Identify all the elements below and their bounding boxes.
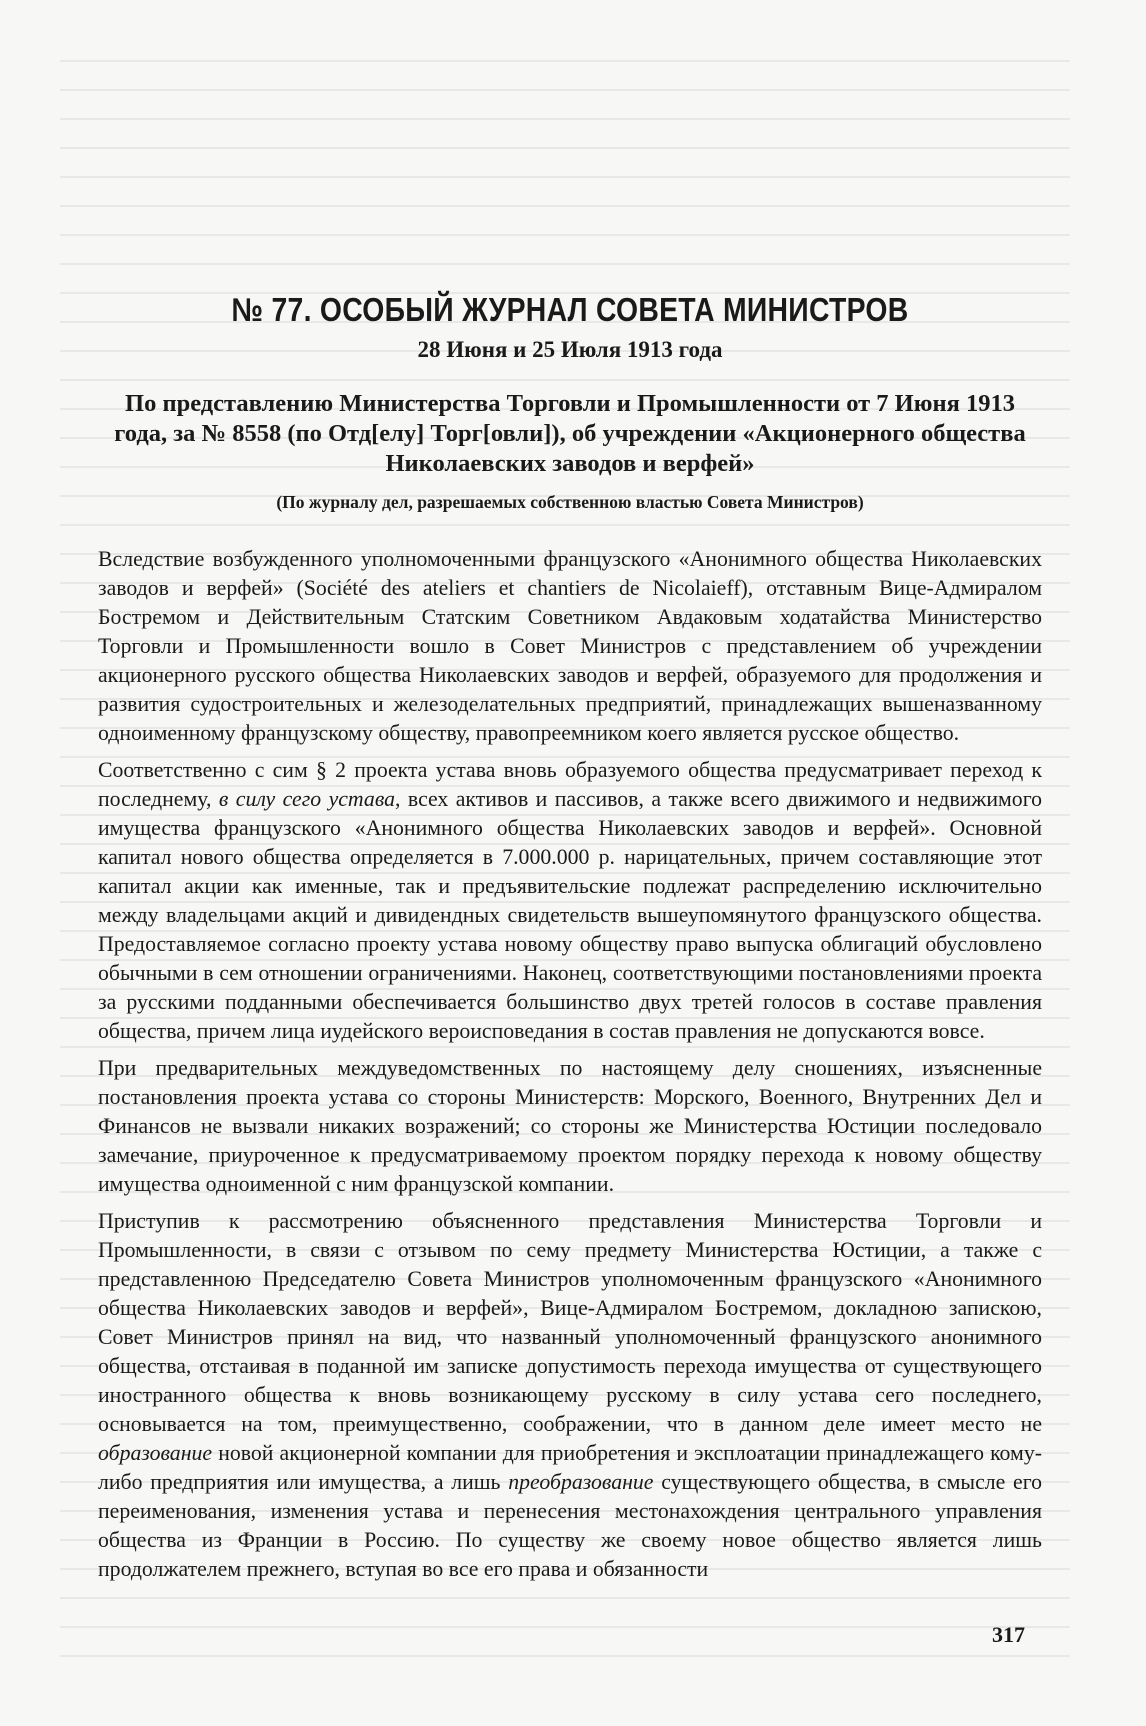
paragraph-2-text-a: Соответственно с сим § 2 проекта устава вновь образуемого общества предусматривает переход к последнему, bbox=[98, 758, 1042, 811]
paragraph-4-text-c: существующего общества, в смысле его переименования, изменения устава и перенесения местонахождения центрального управления общества из Франции в Россию. По существу же своему новое общество является лишь продолжателем прежнего, вступая во все его права и обязанности bbox=[98, 1470, 1042, 1581]
document-date: 28 Июня и 25 Июля 1913 года bbox=[417, 337, 723, 362]
body-text bbox=[98, 545, 1042, 1584]
paragraph-4-emphasis-2: преобразование bbox=[508, 1470, 654, 1494]
paragraph-4-text-b: новой акционерной компании для приобретения и эксплоатации принадлежащего кому-либо предприятия или имущества, а лишь bbox=[98, 1441, 1042, 1494]
document-number-title: № 77. ОСОБЫЙ ЖУРНАЛ СОВЕТА МИНИСТРОВ bbox=[231, 291, 909, 328]
page-number: 317 bbox=[992, 1622, 1025, 1647]
paragraph-4 bbox=[98, 1207, 1042, 1584]
paragraph-2-text-b: , всех активов и пассивов, а также всего движимого и недвижимого имущества французского «Анонимного общества Николаевских заводов и верфей». Основной капитал нового общества определяется в 7.000.000 р. нарицательных, причем составляющие этот капитал акции как именные, так и предъявительские подлежат распределению исключительно между владельцами акций и дивидендных свидетельств вышеупомянутого французского общества. Предоставляемое согласно проекту устава новому обществу право выпуска облигаций обусловлено обычными в сем отношении ограничениями. Наконец, соответствующими постановлениями проекта за русскими подданными обеспечивается большинство двух третей голосов в составе правления общества, причем лица иудейского вероисповедания в состав правления не допускаются вовсе. bbox=[98, 787, 1042, 1043]
paragraph-2 bbox=[98, 756, 1042, 1046]
document-subject: По представлению Министерства Торговли и Промышленности от 7 Июня 1913 года, за № 8558 (по Отд[елу] Торг[овли]), об учреждении «Акционерного общества Николаевских заводов и верфей» bbox=[114, 390, 1026, 477]
document-note: (По журналу дел, разрешаемых собственною властью Совета Министров) bbox=[276, 492, 864, 512]
document-content bbox=[98, 290, 1042, 1592]
paragraph-1 bbox=[98, 545, 1042, 748]
paragraph-3-text: При предварительных междуведомственных по настоящему делу сношениях, изъясненные постановления проекта устава со стороны Министерств: Морского, Военного, Внутренних Дел и Финансов не вызвали никаких возражений; со стороны же Министерства Юстиции последовало замечание, приуроченное к предусматриваемому проектом порядку перехода к новому обществу имущества одноименной с ним французской компании. bbox=[98, 1056, 1042, 1196]
paragraph-2-emphasis: в силу сего устава bbox=[218, 787, 396, 811]
paragraph-3 bbox=[98, 1054, 1042, 1199]
paragraph-4-text-a: Приступив к рассмотрению объясненного представления Министерства Торговли и Промышленности, в связи с отзывом по сему предмету Министерства Юстиции, а также с представленною Председателю Совета Министров уполномоченным французского «Анонимного общества Николаевских заводов и верфей», Вице-Адмиралом Бостремом, докладною запискою, Совет Министров принял на вид, что названный уполномоченный французского анонимного общества, отстаивая в поданной им записке допустимость перехода имущества от существующего иностранного общества к вновь возникающему русскому в силу устава сего последнего, основывается на том, преимущественно, соображении, что в данном деле имеет место не bbox=[98, 1209, 1042, 1436]
paragraph-1-text: Вследствие возбужденного уполномоченными французского «Анонимного общества Николаевских заводов и верфей» (Société des ateliers et chantiers de Nicolaieff), отставным Вице-Адмиралом Бостремом и Действительным Статским Советником Авдаковым ходатайства Министерство Торговли и Промышленности вошло в Совет Министров с представлением об учреждении акционерного русского общества Николаевских заводов и верфей, образуемого для продолжения и развития судостроительных и железоделательных предприятий, принадлежащих вышеназванному одноименному французскому обществу, правопреемником коего является русское общество. bbox=[98, 547, 1042, 745]
paragraph-4-emphasis-1: образование bbox=[98, 1441, 213, 1465]
